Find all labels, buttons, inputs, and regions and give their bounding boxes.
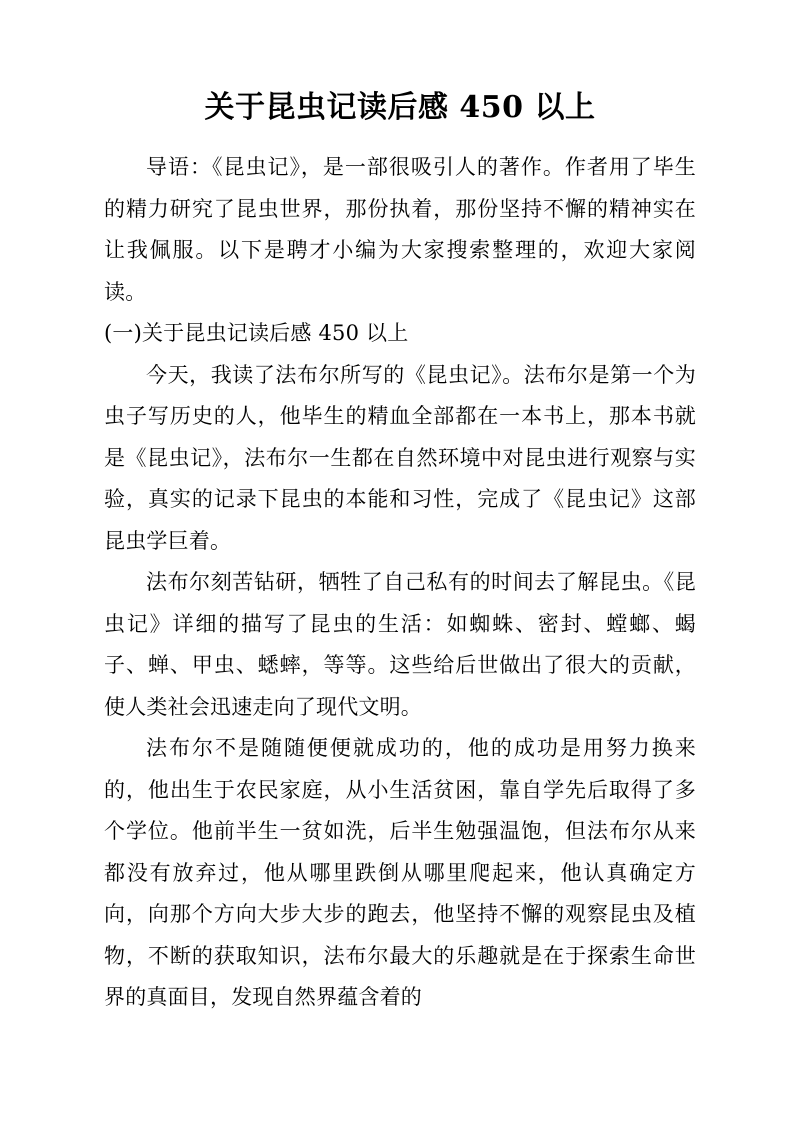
intro-paragraph: 导语：《昆虫记》，是一部很吸引人的著作。作者用了毕生的精力研究了昆虫世界，那份执着，那份坚持不懈的精神实在让我佩服。以下是聘才小编为大家搜索整理的，欢迎大家阅读。 (104, 155, 696, 304)
document-content (104, 0, 696, 1019)
section-heading: (一)关于昆虫记读后感 450 以上 (104, 321, 409, 345)
body-paragraph-2: 法布尔刻苦钻研，牺牲了自己私有的时间去了解昆虫。《昆虫记》详细的描写了昆虫的生活：如蜘蛛、密封、螳螂、蝎子、蝉、甲虫、蟋蟀，等等。这些给后世做出了很大的贡献，使人类社会迅速走向了现代文明。 (104, 570, 696, 719)
title-spacer (104, 128, 696, 147)
body-paragraph-3: 法布尔不是随随便便就成功的，他的成功是用努力换来的，他出生于农民家庭，从小生活贫困，靠自学先后取得了多个学位。他前半生一贫如洗，后半生勉强温饱，但法布尔从来都没有放弃过，他从哪里跌倒从哪里爬起来，他认真确定方向，向那个方向大步大步的跑去，他坚持不懈的观察昆虫及植物，不断的获取知识，法布尔最大的乐趣就是在于探索生命世界的真面目，发现自然界蕴含着的 (104, 736, 696, 1009)
body-paragraph-1: 今天，我读了法布尔所写的《昆虫记》。法布尔是第一个为虫子写历史的人，他毕生的精血全部都在一本书上，那本书就是《昆虫记》，法布尔一生都在自然环境中对昆虫进行观察与实验，真实的记录下昆虫的本能和习性，完成了《昆虫记》这部昆虫学巨着。 (104, 362, 696, 553)
page-title: 关于昆虫记读后感 450 以上 (204, 90, 596, 125)
